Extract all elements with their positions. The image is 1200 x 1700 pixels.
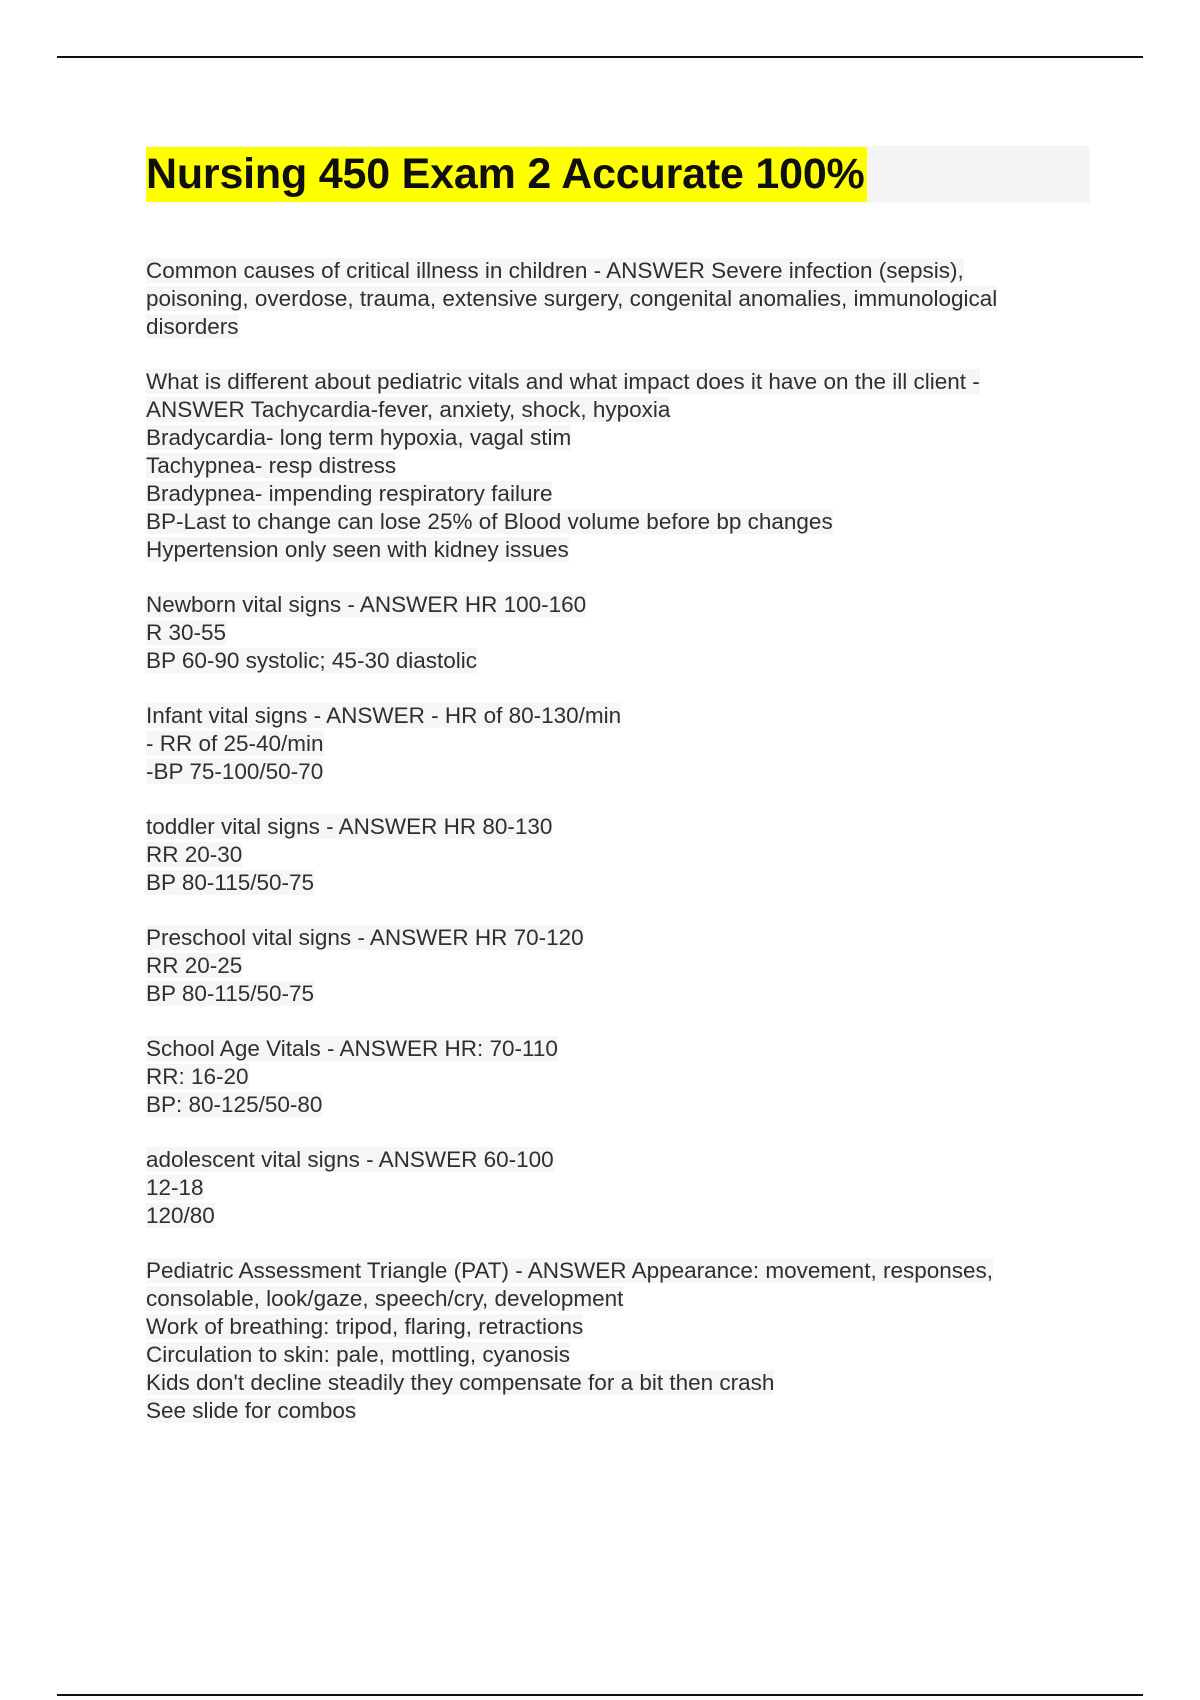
qa-answer-line xyxy=(146,980,1090,1008)
qa-line-text: Kids don't decline steadily they compensate for a bit then crash xyxy=(146,1370,775,1395)
qa-line-text: Newborn vital signs - ANSWER HR 100-160 xyxy=(146,592,587,617)
qa-line-text: RR 20-30 xyxy=(146,842,243,867)
qa-line-text: What is different about pediatric vitals and what impact does it have on the ill client - xyxy=(146,369,980,394)
qa-line-text: BP: 80-125/50-80 xyxy=(146,1092,323,1117)
qa-line-text: adolescent vital signs - ANSWER 60-100 xyxy=(146,1147,554,1172)
qa-answer-line xyxy=(146,508,1090,536)
qa-entry xyxy=(146,813,1090,897)
qa-entry xyxy=(146,591,1090,675)
qa-line-text: 12-18 xyxy=(146,1175,204,1200)
qa-entry xyxy=(146,1146,1090,1230)
qa-answer-line xyxy=(146,952,1090,980)
qa-answer-line xyxy=(146,647,1090,675)
qa-line-text: 120/80 xyxy=(146,1203,215,1228)
qa-line-text: School Age Vitals - ANSWER HR: 70-110 xyxy=(146,1036,558,1061)
qa-line-text: RR: 16-20 xyxy=(146,1064,249,1089)
qa-entry xyxy=(146,1035,1090,1119)
qa-question-line xyxy=(146,591,1090,619)
qa-answer-line xyxy=(146,424,1090,452)
qa-line-text: Tachypnea- resp distress xyxy=(146,453,397,478)
qa-answer-line xyxy=(146,1369,1090,1397)
qa-line-text: Preschool vital signs - ANSWER HR 70-120 xyxy=(146,925,584,950)
qa-question-line xyxy=(146,813,1090,841)
qa-entry xyxy=(146,702,1090,786)
qa-entry xyxy=(146,924,1090,1008)
qa-line-text: Common causes of critical illness in children - ANSWER Severe infection (sepsis), xyxy=(146,258,964,283)
qa-question-line xyxy=(146,1146,1090,1174)
qa-list xyxy=(146,257,1090,1425)
qa-answer-line xyxy=(146,619,1090,647)
qa-question-line xyxy=(146,368,1090,396)
qa-answer-line xyxy=(146,536,1090,564)
bottom-page-rule xyxy=(57,1694,1143,1696)
qa-line-text: BP 60-90 systolic; 45-30 diastolic xyxy=(146,648,478,673)
qa-line-text: Circulation to skin: pale, mottling, cyanosis xyxy=(146,1342,570,1367)
qa-answer-line xyxy=(146,1091,1090,1119)
qa-answer-line xyxy=(146,841,1090,869)
qa-answer-line xyxy=(146,1063,1090,1091)
qa-line-text: Hypertension only seen with kidney issues xyxy=(146,537,569,562)
qa-line-text: R 30-55 xyxy=(146,620,227,645)
qa-line-text: Infant vital signs - ANSWER - HR of 80-130/min xyxy=(146,703,622,728)
qa-question-line xyxy=(146,1035,1090,1063)
qa-line-text: -BP 75-100/50-70 xyxy=(146,759,324,784)
qa-line-text: Work of breathing: tripod, flaring, retractions xyxy=(146,1314,584,1339)
qa-answer-line xyxy=(146,313,1090,341)
qa-entry xyxy=(146,1257,1090,1425)
qa-answer-line xyxy=(146,285,1090,313)
document-body xyxy=(146,146,1090,1452)
qa-question-line xyxy=(146,1257,1090,1285)
qa-line-text: Bradycardia- long term hypoxia, vagal stim xyxy=(146,425,572,450)
qa-answer-line xyxy=(146,1341,1090,1369)
qa-line-text: disorders xyxy=(146,314,239,339)
title-block xyxy=(146,146,1090,203)
qa-answer-line xyxy=(146,1313,1090,1341)
qa-answer-line xyxy=(146,480,1090,508)
qa-line-text: BP 80-115/50-75 xyxy=(146,981,315,1006)
qa-line-text: consolable, look/gaze, speech/cry, development xyxy=(146,1286,624,1311)
qa-question-line xyxy=(146,257,1090,285)
top-page-rule xyxy=(57,56,1143,58)
qa-line-text: See slide for combos xyxy=(146,1398,357,1423)
document-title: Nursing 450 Exam 2 Accurate 100% xyxy=(146,147,867,202)
qa-line-text: toddler vital signs - ANSWER HR 80-130 xyxy=(146,814,553,839)
qa-line-text: poisoning, overdose, trauma, extensive surgery, congenital anomalies, immunological xyxy=(146,286,998,311)
qa-answer-line xyxy=(146,396,1090,424)
qa-question-line xyxy=(146,702,1090,730)
qa-answer-line xyxy=(146,1174,1090,1202)
qa-answer-line xyxy=(146,730,1090,758)
qa-line-text: RR 20-25 xyxy=(146,953,243,978)
qa-answer-line xyxy=(146,1285,1090,1313)
qa-line-text: Pediatric Assessment Triangle (PAT) - ANSWER Appearance: movement, responses, xyxy=(146,1258,994,1283)
qa-line-text: Bradypnea- impending respiratory failure xyxy=(146,481,553,506)
qa-answer-line xyxy=(146,1202,1090,1230)
qa-line-text: BP 80-115/50-75 xyxy=(146,870,315,895)
qa-answer-line xyxy=(146,1397,1090,1425)
qa-answer-line xyxy=(146,452,1090,480)
qa-answer-line xyxy=(146,758,1090,786)
qa-question-line xyxy=(146,924,1090,952)
qa-line-text: ANSWER Tachycardia-fever, anxiety, shock, hypoxia xyxy=(146,397,671,422)
qa-entry xyxy=(146,257,1090,341)
qa-entry xyxy=(146,368,1090,564)
qa-line-text: BP-Last to change can lose 25% of Blood volume before bp changes xyxy=(146,509,833,534)
qa-line-text: - RR of 25-40/min xyxy=(146,731,324,756)
qa-answer-line xyxy=(146,869,1090,897)
